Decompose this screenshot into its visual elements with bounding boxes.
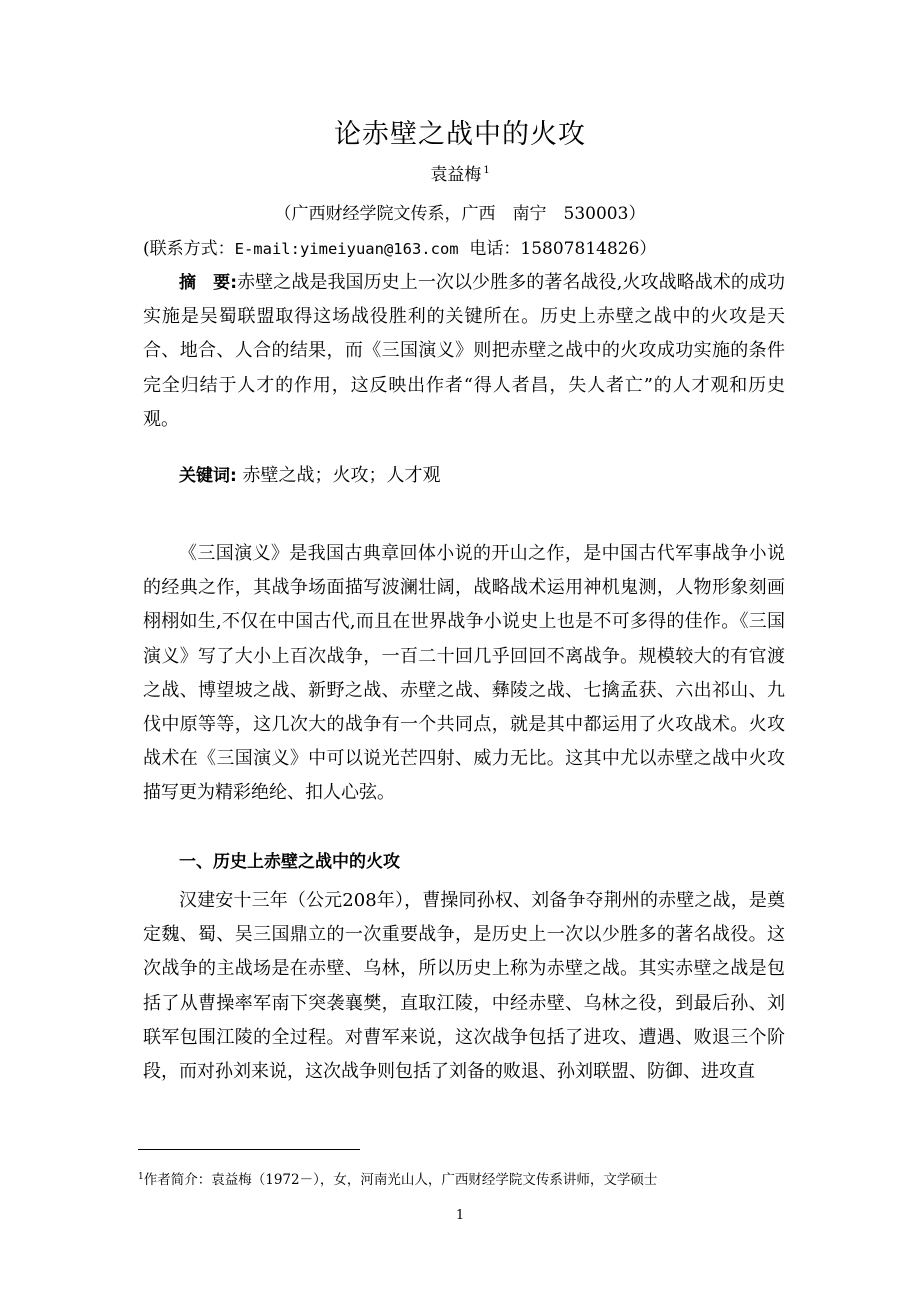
contact-email: E-mail:yimeiyuan@163.com (234, 240, 459, 258)
abstract (143, 266, 785, 437)
intro-paragraph: 《三国演义》是我国古典章回体小说的开山之作，是中国古代军事战争小说的经典之作，其战争场面描写波澜壮阔，战略战术运用神机鬼测，人物形象刻画栩栩如生,不仅在中国古代,而且在世界战争小说史上也是不可多得的佳作。《三国演义》写了大小上百次战争，一百二十回几乎回回不离战争。规模较大的有官渡之战、博望坡之战、新野之战、赤壁之战、彝陵之战、七擒孟获、六出祁山、九伐中原等等，这几次大的战争有一个共同点，就是其中都运用了火攻战术。火攻战术在《三国演义》中可以说光芒四射、威力无比。这其中尤以赤壁之战中火攻描写更为精彩绝纶、扣人心弦。 (143, 543, 785, 804)
author-line (0, 160, 920, 185)
footnote-text: 作者简介：袁益梅（1972－），女，河南光山人，广西财经学院文传系讲师，文学硕士 (143, 1172, 658, 1188)
author-name: 袁益梅 (430, 165, 482, 185)
keywords (143, 459, 785, 493)
paper-title: 论赤壁之战中的火攻 (334, 119, 586, 150)
page-number: 1 (455, 1208, 465, 1223)
footnote-divider (138, 1149, 360, 1150)
section-paragraph: 汉建安十三年（公元208年），曹操同孙权、刘备争夺荆州的赤壁之战，是奠定魏、蜀、吴三国鼎立的一次重要战争，是历史上一次以少胜多的著名战役。这次战争的主战场是在赤壁、乌林，所以历史上称为赤壁之战。其实赤壁之战是包括了从曹操率军南下突袭襄樊，直取江陵，中经赤壁、乌林之役，到最后孙、刘联军包围江陵的全过程。对曹军来说，这次战争包括了进攻、遭遇、败退三个阶段，而对孙刘来说，这次战争则包括了刘备的败退、孙刘联盟、防御、进攻直 (143, 890, 785, 1083)
section-heading: 一、历史上赤壁之战中的火攻 (179, 852, 400, 872)
affiliation: （广西财经学院文传系，广西 南宁 530003） (274, 204, 646, 224)
footnote-mark: 1 (138, 1172, 144, 1182)
footnote (138, 1168, 818, 1188)
keywords-text: 赤壁之战；火攻；人才观 (242, 465, 441, 486)
author-footnote-mark: 1 (483, 165, 490, 176)
keywords-label: 关键词: (179, 466, 237, 486)
contact-line (143, 234, 803, 259)
abstract-text: 赤壁之战是我国历史上一次以少胜多的著名战役,火攻战略战术的成功实施是吴蜀联盟取得这场战役胜利的关键所在。历史上赤壁之战中的火攻是天合、地合、人合的结果，而《三国演义》则把赤壁之战中的火攻成功实施的条件完全归结于人才的作用，这反映出作者“得人者昌，失人者亡”的人才观和历史观。 (143, 272, 786, 430)
abstract-label: 摘 要: (179, 273, 238, 293)
contact-phone: 电话：15807814826） (469, 239, 657, 259)
contact-prefix: (联系方式： (143, 239, 235, 259)
